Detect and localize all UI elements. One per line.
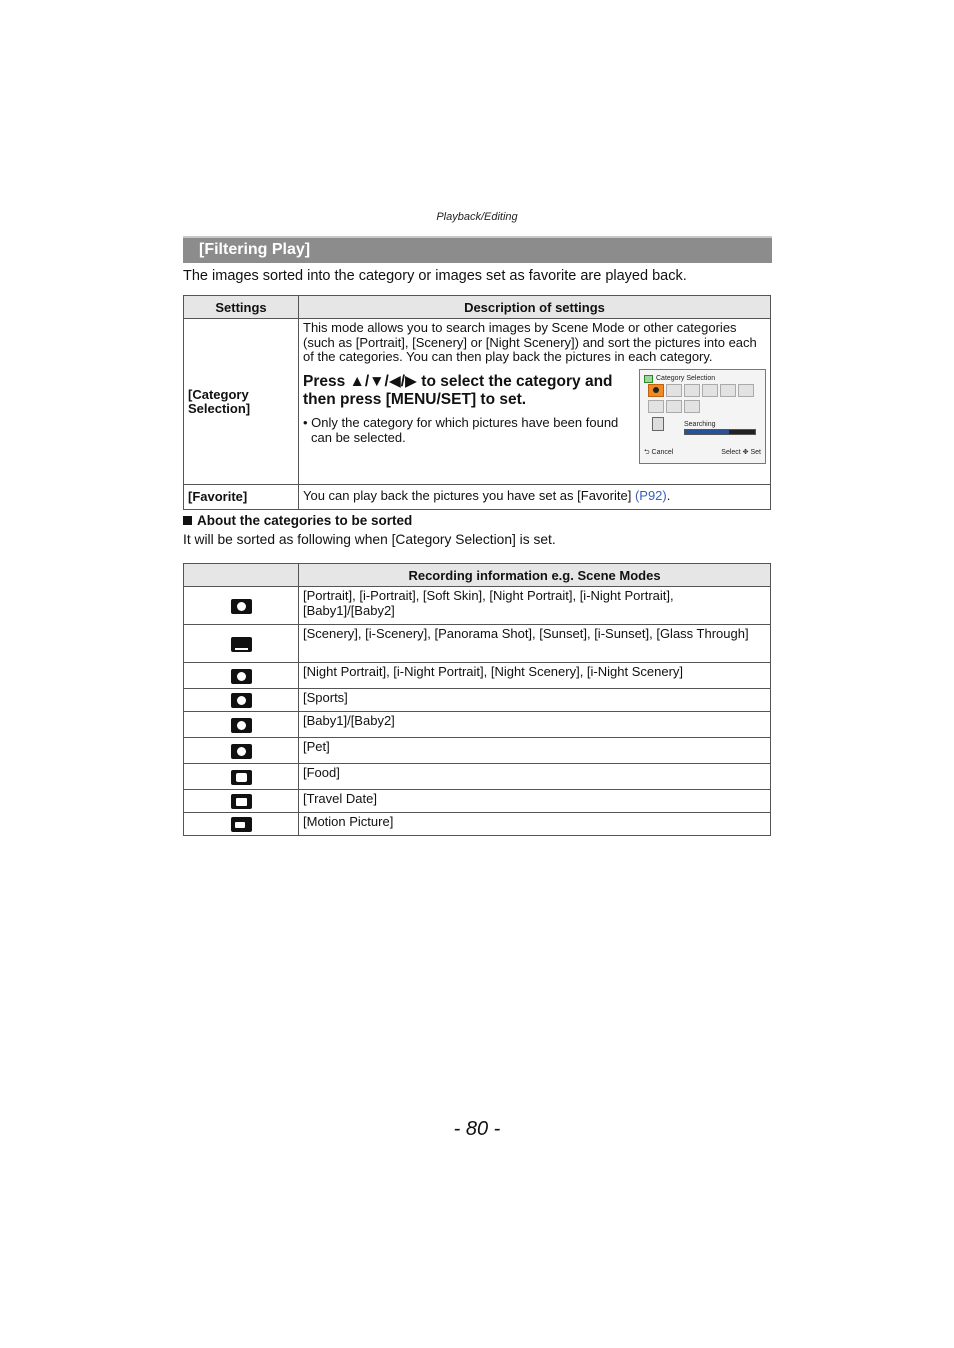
camera-screen-image: [639, 369, 766, 464]
food-icon: [231, 770, 252, 785]
recording-info-header: Recording information e.g. Scene Modes: [299, 564, 771, 587]
category-icon-cell: [184, 625, 299, 663]
category-icon-cell: [184, 587, 299, 625]
camera-search-status: Searching: [684, 420, 716, 428]
night-portrait-tile-icon: [684, 384, 700, 397]
table-row: [184, 712, 771, 738]
settings-header: Settings: [184, 296, 299, 319]
section-tag: Playback/Editing: [436, 211, 518, 223]
page-number: - 80 -: [453, 1118, 501, 1140]
intro-text: The images sorted into the category or images set as favorite are played back.: [183, 268, 687, 284]
pet-tile-icon: [738, 384, 754, 397]
category-icon-cell: [184, 663, 299, 689]
search-glyph-icon: [652, 417, 664, 431]
table-row: [184, 790, 771, 813]
table-row: [184, 485, 771, 510]
table-row: [184, 764, 771, 790]
category-selection-label: [Category Selection]: [184, 319, 299, 485]
sports-icon: [231, 693, 252, 708]
category-info: [Night Portrait], [i-Night Portrait], [Night Scenery], [i-Night Scenery]: [299, 663, 771, 689]
pet-icon: [231, 744, 252, 759]
category-info: [Portrait], [i-Portrait], [Soft Skin], [Night Portrait], [i-Night Portrait], [Baby1]/[Baby2]: [299, 587, 771, 625]
portrait-tile-icon: [648, 384, 664, 397]
baby-icon: [231, 718, 252, 733]
category-icon-cell: [184, 764, 299, 790]
category-icon-cell: [184, 689, 299, 712]
sports-tile-icon: [702, 384, 718, 397]
section-title-bar: [183, 236, 772, 263]
settings-table: [183, 295, 771, 510]
square-bullet-icon: [183, 516, 192, 525]
motion-tile-icon: [684, 400, 700, 413]
about-heading-text: About the categories to be sorted: [197, 513, 413, 528]
category-icon-cell: [184, 712, 299, 738]
about-text: It will be sorted as following when [Category Selection] is set.: [183, 532, 556, 547]
category-selection-icon: [644, 375, 653, 383]
category-info: [Baby1]/[Baby2]: [299, 712, 771, 738]
food-tile-icon: [648, 400, 664, 413]
night-portrait-icon: [231, 669, 252, 684]
press-instruction: Press ▲/▼/◀/▶ to select the category and then press [MENU/SET] to set.: [303, 372, 613, 408]
category-icon-header: [184, 564, 299, 587]
baby-tile-icon: [720, 384, 736, 397]
table-row: [184, 625, 771, 663]
favorite-text: You can play back the pictures you have set as [Favorite]: [303, 487, 635, 503]
search-progress-bar: [684, 429, 756, 435]
camera-select-set-hint: Select ✥ Set: [721, 449, 761, 456]
section-title: [Filtering Play]: [199, 241, 311, 258]
category-info: [Food]: [299, 764, 771, 790]
table-row: [184, 689, 771, 712]
table-row: [184, 587, 771, 625]
category-info: [Pet]: [299, 738, 771, 764]
travel-tile-icon: [666, 400, 682, 413]
camera-grid-row: [648, 384, 754, 397]
category-info: [Travel Date]: [299, 790, 771, 813]
category-icon-cell: [184, 738, 299, 764]
camera-screen-title-text: Category Selection: [656, 374, 716, 382]
table-row: [184, 319, 771, 485]
category-info: [Scenery], [i-Scenery], [Panorama Shot], [Sunset], [i-Sunset], [Glass Through]: [299, 625, 771, 663]
categories-table: [183, 563, 771, 836]
motion-picture-icon: [231, 817, 252, 832]
camera-grid-row: [648, 400, 754, 413]
category-selection-description: [299, 319, 771, 485]
category-selection-text: This mode allows you to search images by Scene Mode or other categories (such as [Portrait], [Scenery] or [Night Scenery]) and sort the pictures into each of the categories. You can then play back the pictures in each category.: [303, 320, 757, 364]
favorite-period: .: [666, 487, 671, 503]
press-text-column: [303, 373, 633, 445]
travel-date-icon: [231, 794, 252, 809]
table-row: [184, 813, 771, 836]
description-header: Description of settings: [299, 296, 771, 319]
favorite-description: [299, 485, 771, 510]
about-heading: [183, 513, 412, 528]
favorite-label: [Favorite]: [184, 485, 299, 510]
camera-category-grid: [648, 384, 754, 416]
press-note: • Only the category for which pictures have been found can be selected.: [303, 414, 619, 445]
category-info: [Motion Picture]: [299, 813, 771, 836]
favorite-page-link[interactable]: (P92): [634, 487, 667, 503]
scenery-icon: [231, 637, 252, 652]
press-instruction-block: [303, 369, 766, 470]
category-icon-cell: [184, 813, 299, 836]
table-row: [184, 738, 771, 764]
camera-cancel-hint: ⮌ Cancel: [644, 449, 674, 456]
category-icon-cell: [184, 790, 299, 813]
category-info: [Sports]: [299, 689, 771, 712]
scenery-tile-icon: [666, 384, 682, 397]
portrait-icon: [231, 599, 252, 614]
table-row: [184, 663, 771, 689]
